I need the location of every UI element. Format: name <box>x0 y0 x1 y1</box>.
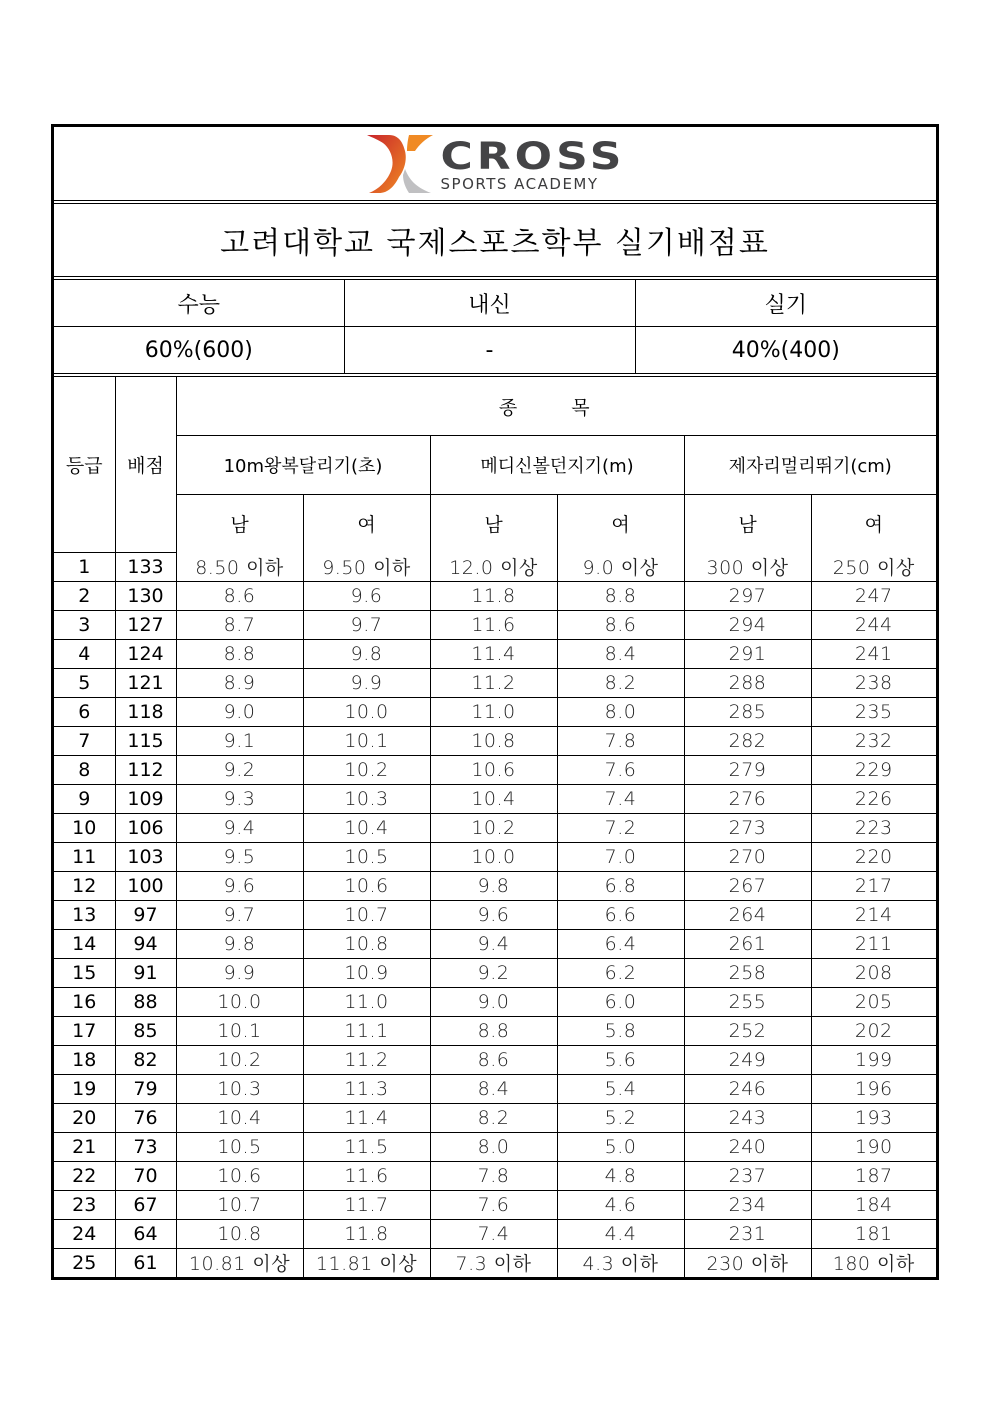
table-row <box>54 900 936 929</box>
table-row <box>54 697 936 726</box>
grade-cell: 8 <box>54 755 115 784</box>
value-cell: 10.6 <box>430 755 557 784</box>
value-cell: 297 <box>684 581 811 610</box>
grade-cell: 11 <box>54 842 115 871</box>
value-cell: 273 <box>684 813 811 842</box>
value-cell: 7.0 <box>557 842 684 871</box>
cross-x-icon <box>365 133 435 195</box>
table-row <box>54 639 936 668</box>
score-cell: 103 <box>115 842 176 871</box>
table-row <box>54 929 936 958</box>
value-cell: 226 <box>811 784 936 813</box>
value-cell: 229 <box>811 755 936 784</box>
table-row <box>54 784 936 813</box>
value-cell: 9.6 <box>176 871 303 900</box>
value-cell: 267 <box>684 871 811 900</box>
value-cell: 10.6 <box>303 871 430 900</box>
score-cell: 70 <box>115 1161 176 1190</box>
score-cell: 85 <box>115 1016 176 1045</box>
value-cell: 300 이상 <box>684 552 811 581</box>
value-cell: 8.2 <box>430 1103 557 1132</box>
value-cell: 7.6 <box>557 755 684 784</box>
score-cell: 82 <box>115 1045 176 1074</box>
table-row <box>54 552 936 581</box>
grade-cell: 15 <box>54 958 115 987</box>
value-cell: 5.8 <box>557 1016 684 1045</box>
value-cell: 279 <box>684 755 811 784</box>
grade-header: 등급 <box>54 377 115 552</box>
ratio-header-suneung: 수능 <box>54 280 344 327</box>
ratio-header-row <box>54 280 936 327</box>
value-cell: 10.0 <box>176 987 303 1016</box>
ratio-header-naesin: 내신 <box>344 280 635 327</box>
score-cell: 130 <box>115 581 176 610</box>
value-cell: 241 <box>811 639 936 668</box>
grade-cell: 10 <box>54 813 115 842</box>
score-cell: 115 <box>115 726 176 755</box>
gender-male: 남 <box>430 495 557 553</box>
gender-female: 여 <box>811 495 936 553</box>
value-cell: 7.8 <box>557 726 684 755</box>
value-cell: 276 <box>684 784 811 813</box>
value-cell: 8.6 <box>557 610 684 639</box>
table-row <box>54 1190 936 1219</box>
value-cell: 214 <box>811 900 936 929</box>
value-cell: 9.8 <box>303 639 430 668</box>
value-cell: 244 <box>811 610 936 639</box>
grade-cell: 18 <box>54 1045 115 1074</box>
ratio-header-silgi: 실기 <box>635 280 936 327</box>
event-shuttle-run: 10m왕복달리기(초) <box>176 436 430 495</box>
grade-cell: 7 <box>54 726 115 755</box>
value-cell: 180 이하 <box>811 1248 936 1277</box>
table-row <box>54 871 936 900</box>
events-header: 종 목 <box>176 377 936 436</box>
grade-cell: 13 <box>54 900 115 929</box>
value-cell: 223 <box>811 813 936 842</box>
table-row <box>54 726 936 755</box>
value-cell: 9.0 <box>176 697 303 726</box>
value-cell: 9.9 <box>303 668 430 697</box>
value-cell: 232 <box>811 726 936 755</box>
value-cell: 10.5 <box>303 842 430 871</box>
value-cell: 10.2 <box>430 813 557 842</box>
value-cell: 252 <box>684 1016 811 1045</box>
value-cell: 8.7 <box>176 610 303 639</box>
value-cell: 247 <box>811 581 936 610</box>
value-cell: 10.7 <box>303 900 430 929</box>
value-cell: 11.4 <box>430 639 557 668</box>
table-row <box>54 1074 936 1103</box>
value-cell: 10.2 <box>303 755 430 784</box>
value-cell: 11.4 <box>303 1103 430 1132</box>
value-cell: 193 <box>811 1103 936 1132</box>
table-row <box>54 1016 936 1045</box>
grade-cell: 17 <box>54 1016 115 1045</box>
grade-cell: 3 <box>54 610 115 639</box>
value-cell: 10.9 <box>303 958 430 987</box>
table-row <box>54 1045 936 1074</box>
value-cell: 10.4 <box>176 1103 303 1132</box>
value-cell: 285 <box>684 697 811 726</box>
value-cell: 10.3 <box>176 1074 303 1103</box>
value-cell: 282 <box>684 726 811 755</box>
value-cell: 8.4 <box>430 1074 557 1103</box>
value-cell: 249 <box>684 1045 811 1074</box>
value-cell: 7.6 <box>430 1190 557 1219</box>
value-cell: 11.8 <box>303 1219 430 1248</box>
value-cell: 7.8 <box>430 1161 557 1190</box>
header-row-event-names <box>54 436 936 495</box>
ratio-value-silgi: 40%(400) <box>635 327 936 374</box>
value-cell: 184 <box>811 1190 936 1219</box>
value-cell: 243 <box>684 1103 811 1132</box>
score-cell: 88 <box>115 987 176 1016</box>
ratio-table <box>54 280 936 373</box>
value-cell: 9.2 <box>430 958 557 987</box>
score-header: 배점 <box>115 377 176 552</box>
value-cell: 4.3 이하 <box>557 1248 684 1277</box>
value-cell: 5.2 <box>557 1103 684 1132</box>
grade-cell: 23 <box>54 1190 115 1219</box>
value-cell: 9.7 <box>303 610 430 639</box>
gender-female: 여 <box>557 495 684 553</box>
grade-cell: 4 <box>54 639 115 668</box>
value-cell: 8.0 <box>430 1132 557 1161</box>
grade-cell: 14 <box>54 929 115 958</box>
value-cell: 6.6 <box>557 900 684 929</box>
value-cell: 9.2 <box>176 755 303 784</box>
grade-cell: 6 <box>54 697 115 726</box>
value-cell: 9.8 <box>430 871 557 900</box>
value-cell: 288 <box>684 668 811 697</box>
value-cell: 10.8 <box>430 726 557 755</box>
value-cell: 5.6 <box>557 1045 684 1074</box>
value-cell: 199 <box>811 1045 936 1074</box>
value-cell: 6.2 <box>557 958 684 987</box>
value-cell: 6.0 <box>557 987 684 1016</box>
grade-cell: 22 <box>54 1161 115 1190</box>
value-cell: 11.6 <box>303 1161 430 1190</box>
value-cell: 11.7 <box>303 1190 430 1219</box>
score-cell: 76 <box>115 1103 176 1132</box>
gender-male: 남 <box>176 495 303 553</box>
value-cell: 8.6 <box>176 581 303 610</box>
gender-female: 여 <box>303 495 430 553</box>
value-cell: 5.0 <box>557 1132 684 1161</box>
grade-cell: 12 <box>54 871 115 900</box>
table-row <box>54 813 936 842</box>
value-cell: 10.5 <box>176 1132 303 1161</box>
grade-cell: 16 <box>54 987 115 1016</box>
ratio-value-naesin: - <box>344 327 635 374</box>
value-cell: 11.0 <box>303 987 430 1016</box>
score-rows <box>54 552 936 1277</box>
value-cell: 240 <box>684 1132 811 1161</box>
score-cell: 112 <box>115 755 176 784</box>
value-cell: 9.9 <box>176 958 303 987</box>
table-row <box>54 581 936 610</box>
value-cell: 8.0 <box>557 697 684 726</box>
value-cell: 9.4 <box>176 813 303 842</box>
table-row <box>54 668 936 697</box>
value-cell: 7.2 <box>557 813 684 842</box>
value-cell: 190 <box>811 1132 936 1161</box>
value-cell: 250 이상 <box>811 552 936 581</box>
value-cell: 9.6 <box>303 581 430 610</box>
header-row-genders <box>54 495 936 553</box>
grade-cell: 20 <box>54 1103 115 1132</box>
value-cell: 10.0 <box>303 697 430 726</box>
value-cell: 10.4 <box>303 813 430 842</box>
value-cell: 246 <box>684 1074 811 1103</box>
score-cell: 109 <box>115 784 176 813</box>
value-cell: 11.81 이상 <box>303 1248 430 1277</box>
grade-cell: 5 <box>54 668 115 697</box>
value-cell: 264 <box>684 900 811 929</box>
score-cell: 124 <box>115 639 176 668</box>
ratio-value-suneung: 60%(600) <box>54 327 344 374</box>
header-row-events <box>54 377 936 436</box>
value-cell: 11.2 <box>303 1045 430 1074</box>
grade-cell: 9 <box>54 784 115 813</box>
value-cell: 10.8 <box>176 1219 303 1248</box>
value-cell: 10.81 이상 <box>176 1248 303 1277</box>
value-cell: 4.6 <box>557 1190 684 1219</box>
table-row <box>54 1132 936 1161</box>
value-cell: 9.0 이상 <box>557 552 684 581</box>
value-cell: 8.8 <box>176 639 303 668</box>
value-cell: 10.0 <box>430 842 557 871</box>
value-cell: 211 <box>811 929 936 958</box>
value-cell: 7.4 <box>430 1219 557 1248</box>
value-cell: 8.4 <box>557 639 684 668</box>
value-cell: 235 <box>811 697 936 726</box>
value-cell: 10.1 <box>303 726 430 755</box>
value-cell: 187 <box>811 1161 936 1190</box>
value-cell: 205 <box>811 987 936 1016</box>
score-cell: 79 <box>115 1074 176 1103</box>
value-cell: 8.2 <box>557 668 684 697</box>
value-cell: 8.6 <box>430 1045 557 1074</box>
value-cell: 231 <box>684 1219 811 1248</box>
value-cell: 9.0 <box>430 987 557 1016</box>
value-cell: 5.4 <box>557 1074 684 1103</box>
value-cell: 9.50 이하 <box>303 552 430 581</box>
score-cell: 118 <box>115 697 176 726</box>
table-row <box>54 987 936 1016</box>
value-cell: 11.0 <box>430 697 557 726</box>
value-cell: 12.0 이상 <box>430 552 557 581</box>
score-table <box>54 377 936 1277</box>
score-cell: 67 <box>115 1190 176 1219</box>
value-cell: 217 <box>811 871 936 900</box>
value-cell: 4.4 <box>557 1219 684 1248</box>
value-cell: 294 <box>684 610 811 639</box>
brand-tagline: SPORTS ACADEMY <box>440 175 599 193</box>
value-cell: 8.8 <box>430 1016 557 1045</box>
table-row <box>54 610 936 639</box>
value-cell: 237 <box>684 1161 811 1190</box>
value-cell: 4.8 <box>557 1161 684 1190</box>
value-cell: 255 <box>684 987 811 1016</box>
value-cell: 7.4 <box>557 784 684 813</box>
value-cell: 11.6 <box>430 610 557 639</box>
value-cell: 9.7 <box>176 900 303 929</box>
grade-cell: 2 <box>54 581 115 610</box>
table-row <box>54 1248 936 1277</box>
value-cell: 10.3 <box>303 784 430 813</box>
value-cell: 9.5 <box>176 842 303 871</box>
value-cell: 181 <box>811 1219 936 1248</box>
event-medicine-ball: 메디신볼던지기(m) <box>430 436 684 495</box>
value-cell: 238 <box>811 668 936 697</box>
value-cell: 8.8 <box>557 581 684 610</box>
table-row <box>54 842 936 871</box>
table-row <box>54 958 936 987</box>
gender-male: 남 <box>684 495 811 553</box>
score-cell: 94 <box>115 929 176 958</box>
score-cell: 61 <box>115 1248 176 1277</box>
value-cell: 10.1 <box>176 1016 303 1045</box>
score-cell: 73 <box>115 1132 176 1161</box>
value-cell: 10.4 <box>430 784 557 813</box>
value-cell: 11.5 <box>303 1132 430 1161</box>
value-cell: 220 <box>811 842 936 871</box>
score-cell: 97 <box>115 900 176 929</box>
grade-cell: 1 <box>54 552 115 581</box>
value-cell: 10.2 <box>176 1045 303 1074</box>
grade-cell: 25 <box>54 1248 115 1277</box>
ratio-value-row <box>54 327 936 374</box>
value-cell: 11.8 <box>430 581 557 610</box>
value-cell: 10.8 <box>303 929 430 958</box>
logo-header <box>54 127 936 204</box>
value-cell: 10.6 <box>176 1161 303 1190</box>
value-cell: 10.7 <box>176 1190 303 1219</box>
cross-logo <box>365 133 626 195</box>
value-cell: 9.8 <box>176 929 303 958</box>
value-cell: 208 <box>811 958 936 987</box>
score-cell: 127 <box>115 610 176 639</box>
score-cell: 121 <box>115 668 176 697</box>
value-cell: 291 <box>684 639 811 668</box>
value-cell: 11.1 <box>303 1016 430 1045</box>
value-cell: 202 <box>811 1016 936 1045</box>
value-cell: 8.50 이하 <box>176 552 303 581</box>
value-cell: 234 <box>684 1190 811 1219</box>
value-cell: 230 이하 <box>684 1248 811 1277</box>
value-cell: 6.8 <box>557 871 684 900</box>
value-cell: 7.3 이하 <box>430 1248 557 1277</box>
score-cell: 133 <box>115 552 176 581</box>
grade-cell: 21 <box>54 1132 115 1161</box>
brand-name: CROSS <box>440 134 626 179</box>
score-cell: 106 <box>115 813 176 842</box>
value-cell: 196 <box>811 1074 936 1103</box>
score-cell: 100 <box>115 871 176 900</box>
value-cell: 8.9 <box>176 668 303 697</box>
value-cell: 258 <box>684 958 811 987</box>
grade-cell: 24 <box>54 1219 115 1248</box>
value-cell: 11.3 <box>303 1074 430 1103</box>
score-sheet <box>51 124 939 1280</box>
table-row <box>54 1219 936 1248</box>
score-cell: 91 <box>115 958 176 987</box>
event-standing-jump: 제자리멀리뛰기(cm) <box>684 436 936 495</box>
value-cell: 9.3 <box>176 784 303 813</box>
score-cell: 64 <box>115 1219 176 1248</box>
table-row <box>54 755 936 784</box>
value-cell: 11.2 <box>430 668 557 697</box>
table-row <box>54 1103 936 1132</box>
value-cell: 6.4 <box>557 929 684 958</box>
value-cell: 261 <box>684 929 811 958</box>
page-title: 고려대학교 국제스포츠학부 실기배점표 <box>54 204 936 280</box>
value-cell: 9.1 <box>176 726 303 755</box>
grade-cell: 19 <box>54 1074 115 1103</box>
value-cell: 270 <box>684 842 811 871</box>
ratio-section <box>54 280 936 377</box>
table-row <box>54 1161 936 1190</box>
value-cell: 9.6 <box>430 900 557 929</box>
value-cell: 9.4 <box>430 929 557 958</box>
